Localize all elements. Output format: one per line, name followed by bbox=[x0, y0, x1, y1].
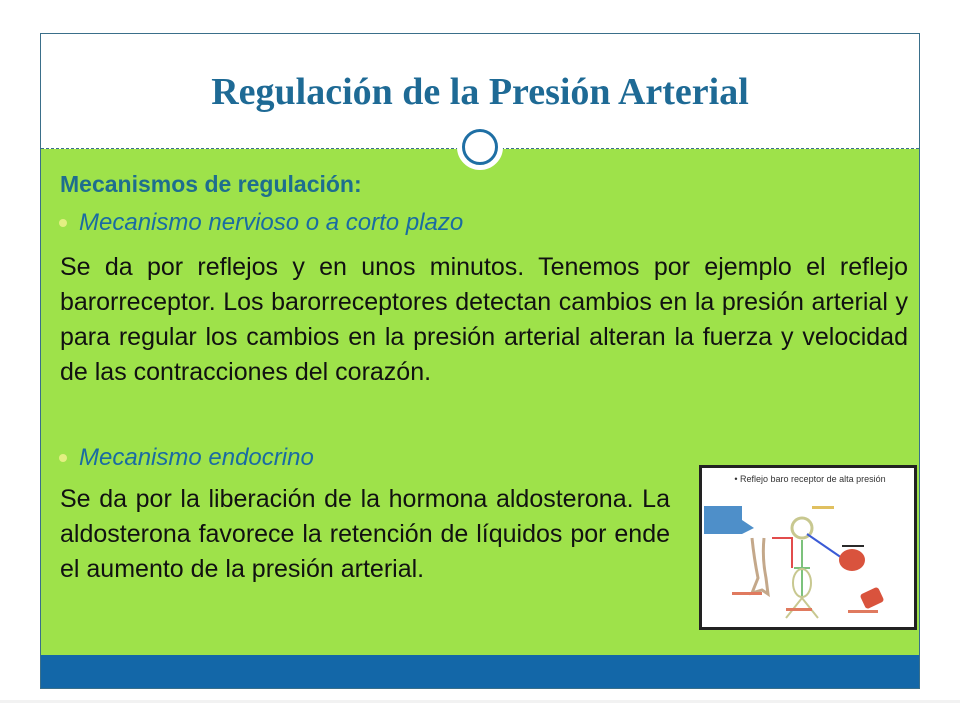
diagram-heart bbox=[839, 549, 865, 571]
baroreflex-diagram bbox=[702, 498, 914, 626]
bullet-dot-icon bbox=[59, 219, 67, 227]
circle-ornament bbox=[457, 124, 503, 170]
content-panel bbox=[41, 149, 919, 657]
diagram-nerve-blue bbox=[807, 534, 842, 558]
diagram-label-mark-4 bbox=[812, 506, 834, 509]
bullet-dot-icon bbox=[59, 454, 67, 462]
bullet-nervous bbox=[59, 209, 463, 237]
bullet-endocrine bbox=[59, 444, 314, 472]
bottom-bar bbox=[41, 655, 919, 688]
paragraph-endocrine: Se da por la liberación de la hormona aldosterona. La aldosterona favorece la retención de líquidos por ende el aumento de la presión arterial. bbox=[60, 485, 670, 583]
diagram-label-mark-2 bbox=[786, 608, 812, 611]
paragraph-nervous: Se da por reflejos y en unos minutos. Tenemos por ejemplo el reflejo barorreceptor. Los barorreceptores detectan cambios en la presión arterial y para regular los cambios en la presión arterial alteran la fuerza y velocidad de las contracciones del corazón. bbox=[60, 253, 908, 386]
diagram-callout-box bbox=[704, 506, 742, 534]
diagram-label-mark-1 bbox=[732, 592, 762, 595]
figure-caption: • Reflejo baro receptor de alta presión bbox=[734, 474, 886, 484]
diagram-label-mark-3 bbox=[848, 610, 878, 613]
diagram-callout-tail bbox=[742, 520, 754, 534]
circle-ornament-inner bbox=[462, 129, 498, 165]
page-footer-line bbox=[0, 700, 960, 703]
slide-title: Regulación de la Presión Arterial bbox=[211, 71, 749, 113]
slide bbox=[40, 33, 920, 689]
bullet-endocrine-label: Mecanismo endocrino bbox=[79, 444, 314, 471]
bullet-nervous-label: Mecanismo nervioso o a corto plazo bbox=[79, 209, 464, 236]
diagram-artery bbox=[752, 538, 768, 594]
baroreflex-figure bbox=[699, 465, 917, 630]
section-heading: Mecanismos de regulación: bbox=[60, 171, 362, 197]
diagram-nerve-red bbox=[772, 538, 792, 568]
diagram-vessel bbox=[860, 587, 885, 610]
